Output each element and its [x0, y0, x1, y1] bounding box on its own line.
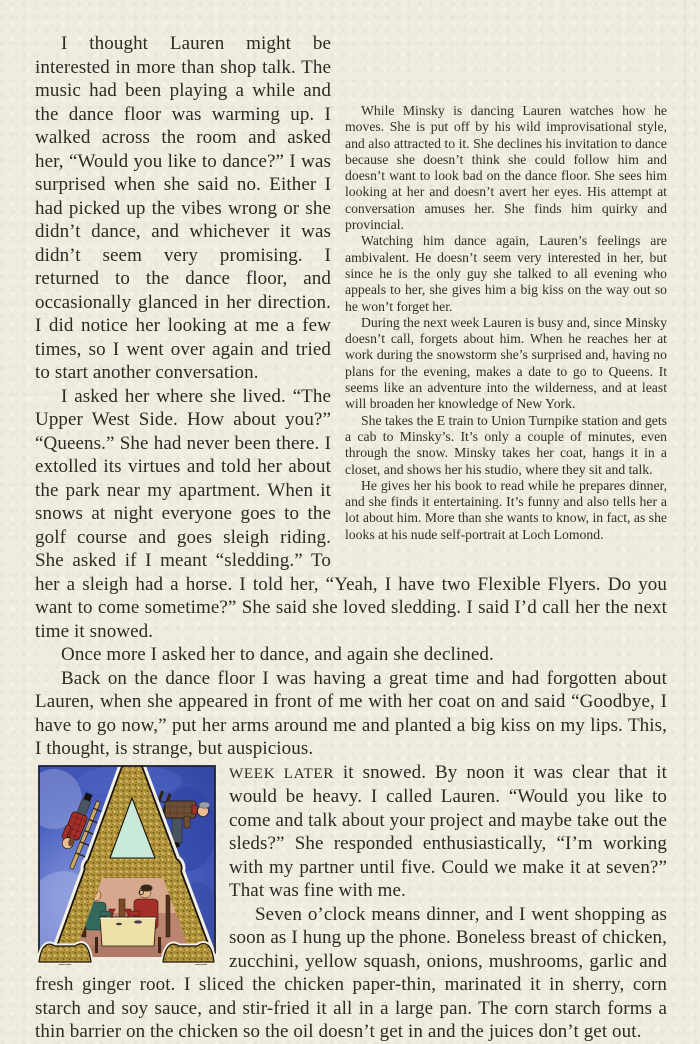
small-caps-lead: WEEK LATER [229, 764, 334, 782]
margin-note-paragraph: She takes the E train to Union Turnpike station and gets a cab to Minsky’s. It’s only a couple of minutes, even through the snow. Minsky takes her coat, hangs it in a closet, and shows her his studio, where they sit and talk. [345, 412, 667, 477]
story-paragraph: Back on the dance floor I was having a great time and had forgotten about Lauren, when she appeared in front of me with her coat on and said “Goodbye, I have to go now,” put her arms around me and planted a big kiss on my lips. This, I thought, is strange, but auspicious. [35, 667, 667, 759]
illuminated-letter-a-artwork [38, 765, 216, 965]
story-paragraph: I thought Lauren might be interested in more than shop talk. The music had been playing a while and the dance floor was warming up. I walked across the room and asked her, “Would you like to dance?” I was surprised when she said no. Either I had picked up the vibes wrong or she didn’t dance, and whichever it was didn’t seem very promising. I returned to the dance floor, and occasionally glanced in her direction. I did notice her looking at me a few times, so I went over again and tried to start another conversation. [35, 33, 331, 383]
page-content [35, 32, 667, 1044]
page-edge-crease [685, 0, 687, 964]
story-paragraph: Once more I asked her to dance, and again she declined. [61, 644, 494, 665]
margin-note-paragraph: While Minsky is dancing Lauren watches how he moves. She is put off by his wild improvisational style, and also attracted to it. She declines his invitation to dance because she doesn’t think she could follow him and doesn’t want to look bad on the dance floor. She sees him looking at her and doesn’t avert her eyes. His attempt at conversation amuses her. She finds him quirky and provincial. [345, 103, 667, 233]
story-paragraph: Seven o’clock means dinner, and I went shopping as soon as I hung up the phone. Boneless breast of chicken, zucchini, yellow squash, onions, mushrooms, garlic and fresh ginger root. I sliced the chicken paper-thin, marinated it in sherry, corn starch and soy sauce, and stir-fried it all in a large pan. The corn starch forms a thin barrier on the chicken so the oil doesn’t get in and the juices don’t get out. [35, 903, 667, 1042]
story-paragraph: I asked her where she lived. “The Upper West Side. How about you?” “Queens.” She had never been there. I extolled its virtues and told her about the park near my apartment. When it snows at night everyone goes to the golf course and goes sleigh riding. She asked if I meant “sledding.” To her a sleigh had a horse. I told her, “Yeah, I have two Flexible Flyers. Do you want to come sometime?” She said she loved sledding. I said I’d call her the next time it snowed. [35, 385, 667, 642]
margin-note [345, 103, 667, 543]
illuminated-letter-illustration [38, 765, 216, 965]
margin-note-paragraph: Watching him dance again, Lauren’s feelings are ambivalent. He doesn’t seem very interested in her, but since he is the only guy she talked to all evening who appeals to her, she gives him a big kiss on the way out so he won’t forget her. [345, 233, 667, 314]
margin-note-paragraph: During the next week Lauren is busy and, since Minsky doesn’t call, forgets about him. When he reaches her at work during the snowstorm she’s surprised and, having no plans for the evening, makes a date to go to Queens. It seems like an adventure into the wilderness, and at least will broaden her knowledge of New York. [345, 314, 667, 412]
illuminated-paragraph-text: it snowed. By noon it was clear that it would be heavy. I called Lauren. “Would you like to come and talk about your project and maybe take out the sleds?” She responded enthusiastically, “I’m working with my partner until five. Could we make it at seven?” That was fine with me. [229, 761, 667, 901]
margin-note-paragraph: He gives her his book to read while he prepares dinner, and she finds it entertaining. It’s funny and also tells her a lot about him. More than she wants to know, in fact, as she looks at his nude self-portrait at Loch Lomond. [345, 477, 667, 542]
